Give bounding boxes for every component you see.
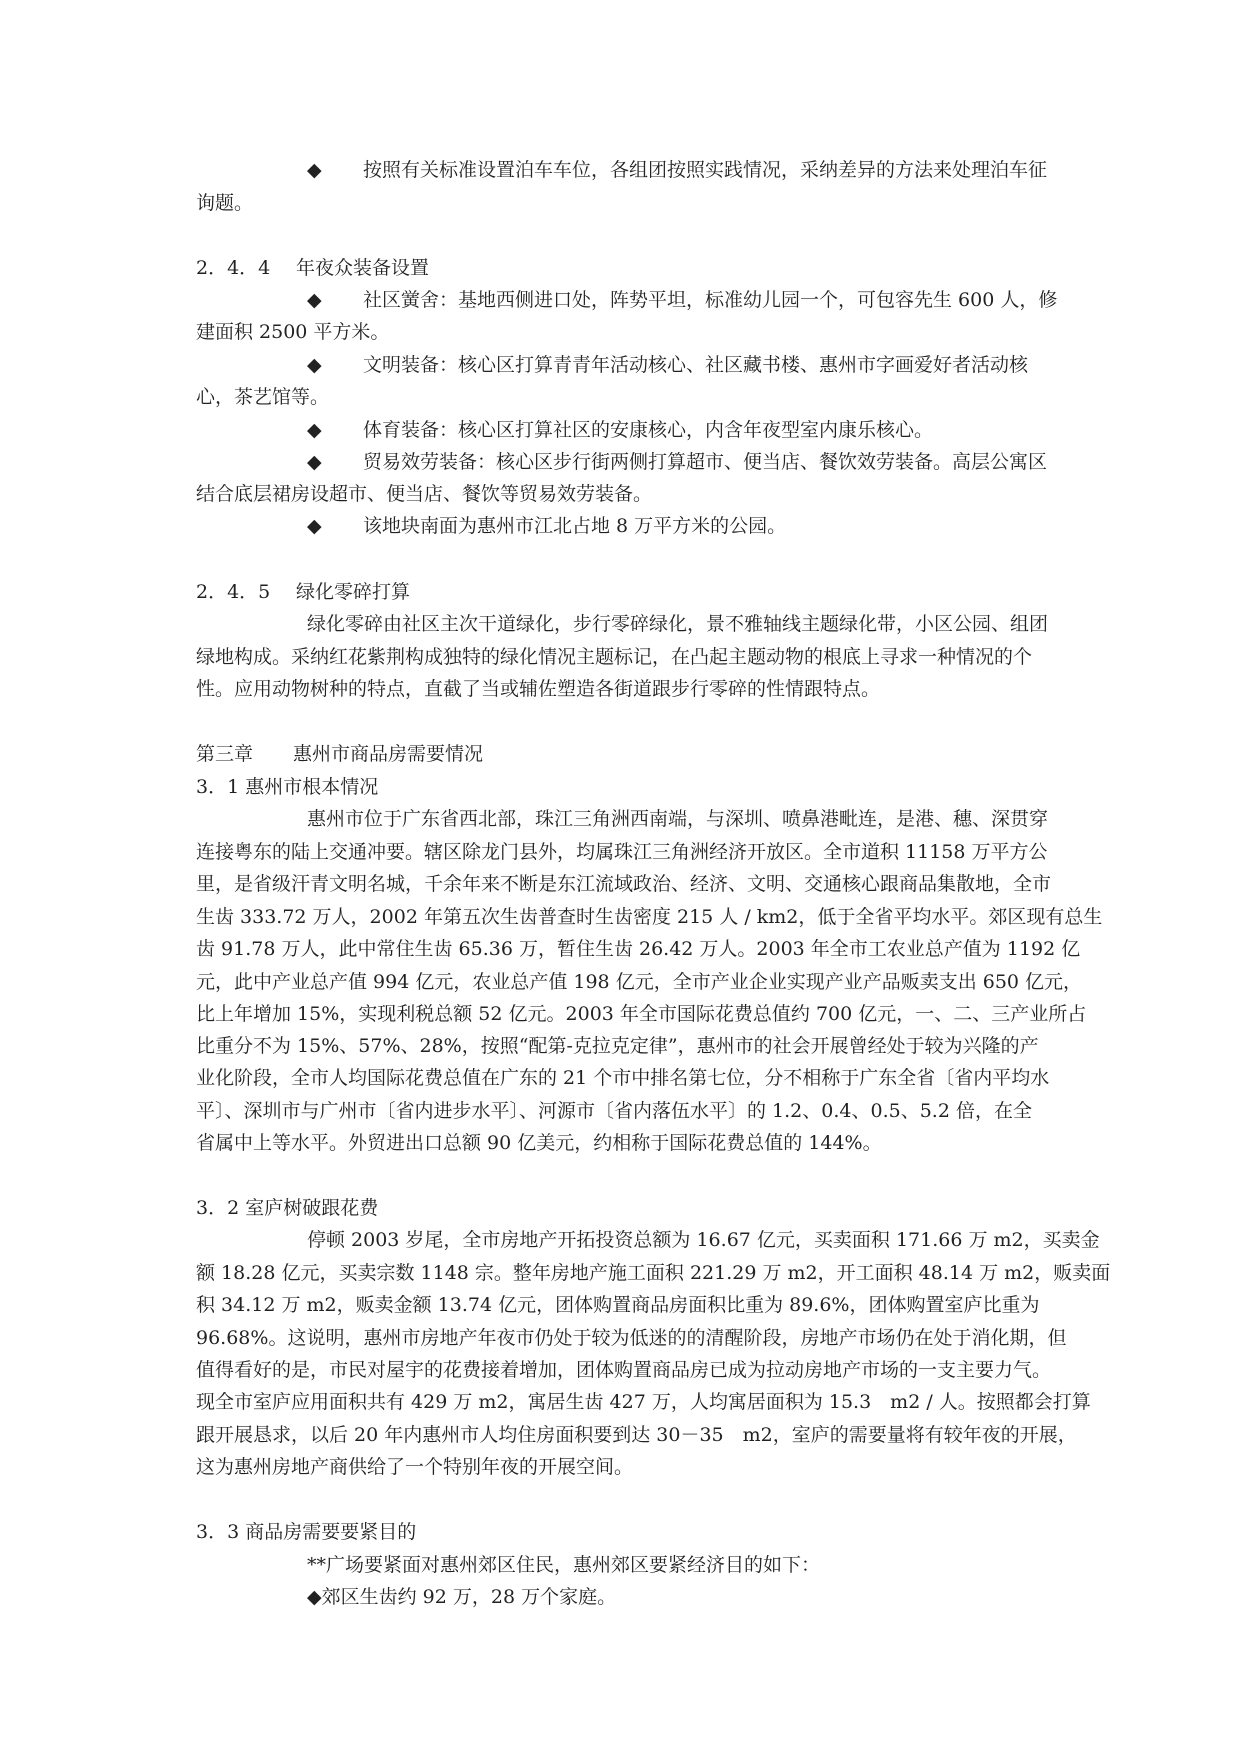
bullet-diamond-icon: ◆ <box>307 451 322 473</box>
paragraph-line: 元，此中产业总产值 994 亿元，农业总产值 198 亿元，全市产业企业实现产业产品贩卖支出 650 亿元， <box>196 971 1083 993</box>
bullet-text: 社区黉舍：基地西侧进口处，阵势平坦，标准幼儿园一个，可包容先生 600 人，修 <box>363 289 1058 311</box>
paragraph-line: 停顿 2003 岁尾，全市房地产开拓投资总额为 16.67 亿元，买卖面积 171.66 万 m2，买卖金 <box>307 1229 1100 1251</box>
paragraph-line: 96.68%。这说明，惠州市房地产年夜市仍处于较为低迷的的清醒阶段，房地产市场仍在处于消化期，但 <box>196 1327 1067 1349</box>
paragraph-line: 跟开展恳求，以后 20 年内惠州市人均住房面积要到达 30－35 m2，室庐的需要量将有较年夜的开展， <box>196 1424 1077 1446</box>
bullet-text: 文明装备：核心区打算青青年活动核心、社区藏书楼、惠州市字画爱好者活动核 <box>363 354 1029 376</box>
bullet-item <box>307 514 786 538</box>
bullet-text: 体育装备：核心区打算社区的安康核心，内含年夜型室内康乐核心。 <box>363 419 934 441</box>
bullet-diamond-icon: ◆ <box>307 354 322 376</box>
section-heading: 3．1 惠州市根本情况 <box>196 776 379 798</box>
paragraph-line: 绿化零碎由社区主次干道绿化，步行零碎绿化，景不雅轴线主题绿化带，小区公园、组团 <box>307 613 1049 635</box>
paragraph-line: 省属中上等水平。外贸进出口总额 90 亿美元，约相称于国际花费总值的 144%。 <box>196 1132 882 1154</box>
bullet-item <box>307 353 1028 377</box>
chapter-number: 第三章 <box>196 743 254 765</box>
section-heading <box>196 256 429 280</box>
bullet-text: 该地块南面为惠州市江北占地 8 万平方米的公园。 <box>363 515 787 537</box>
paragraph-line: 生齿 333.72 万人，2002 年第五次生齿普查时生齿密度 215 人 / km2，低于全省平均水平。郊区现有总生 <box>196 906 1103 928</box>
section-heading: 3．2 室庐树破跟花费 <box>196 1197 379 1219</box>
bullet-diamond-icon: ◆ <box>307 159 322 181</box>
section-heading <box>196 580 410 604</box>
paragraph-line: 比上年增加 15%，实现利税总额 52 亿元。2003 年全市国际花费总值约 700 亿元，一、二、三产业所占 <box>196 1003 1087 1025</box>
bullet-item <box>307 450 1047 474</box>
paragraph-line: 业化阶段，全市人均国际花费总值在广东的 21 个市中排名第七位，分不相称于广东全省〔省内平均水 <box>196 1067 1050 1089</box>
paragraph-line: 积 34.12 万 m2，贩卖金额 13.74 亿元，团体购置商品房面积比重为 89.6%，团体购置室庐比重为 <box>196 1294 1040 1316</box>
bullet-item <box>307 418 933 442</box>
section-title: 年夜众装备设置 <box>296 257 430 279</box>
paragraph-line: 额 18.28 亿元，买卖宗数 1148 宗。整年房地产施工面积 221.29 万 m2，开工面积 48.14 万 m2，贩卖面 <box>196 1262 1111 1284</box>
section-heading: 3．3 商品房需要要紧目的 <box>196 1521 417 1543</box>
bullet-text: 按照有关标准设置泊车车位，各组团按照实践情况，采纳差异的方法来处理泊车征 <box>363 159 1048 181</box>
paragraph-line: 现全市室庐应用面积共有 429 万 m2，寓居生齿 427 万，人均寓居面积为 15.3 m2 / 人。按照都会打算 <box>196 1391 1091 1413</box>
section-number: 2．4．4 <box>196 257 271 279</box>
bullet-continuation: 建面积 2500 平方米。 <box>196 321 390 343</box>
paragraph-line: ◆郊区生齿约 92 万，28 万个家庭。 <box>307 1586 617 1608</box>
paragraph-line: 里，是省级汗青文明名城，千余年来不断是东江流域政治、经济、文明、交通核心跟商品集散地，全市 <box>196 873 1052 895</box>
paragraph-line: 连接粤东的陆上交通冲要。辖区除龙门县外，均属珠江三角洲经济开放区。全市道积 11158 万平方公 <box>196 841 1048 863</box>
paragraph-line: 比重分不为 15%、57%、28%，按照“配第-克拉克定律”，惠州市的社会开展曾经处于较为兴隆的产 <box>196 1035 1039 1057</box>
paragraph-line: 惠州市位于广东省西北部，珠江三角洲西南端，与深圳、喷鼻港毗连，是港、穗、深贯穿 <box>307 808 1049 830</box>
chapter-title: 惠州市商品房需要情况 <box>293 743 484 765</box>
section-title: 绿化零碎打算 <box>296 581 411 603</box>
bullet-continuation: 结合底层裙房设超市、便当店、餐饮等贸易效劳装备。 <box>196 483 653 505</box>
paragraph-line: 性。应用动物树种的特点，直截了当或辅佐塑造各街道跟步行零碎的性情跟特点。 <box>196 678 881 700</box>
bullet-diamond-icon: ◆ <box>307 419 322 441</box>
bullet-item <box>307 288 1057 312</box>
bullet-diamond-icon: ◆ <box>307 515 322 537</box>
bullet-continuation: 询题。 <box>196 192 254 214</box>
bullet-text: 贸易效劳装备：核心区步行街两侧打算超市、便当店、餐饮效劳装备。高层公寓区 <box>363 451 1048 473</box>
paragraph-line: 齿 91.78 万人，此中常住生齿 65.36 万，暂住生齿 26.42 万人。2003 年全市工农业总产值为 1192 亿 <box>196 938 1081 960</box>
section-number: 2．4．5 <box>196 581 271 603</box>
paragraph-line: 这为惠州房地产商供给了一个特别年夜的开展空间。 <box>196 1456 634 1478</box>
paragraph-line: 值得看好的是，市民对屋宇的花费接着增加，团体购置商品房已成为拉动房地产市场的一支主要力气。 <box>196 1359 1052 1381</box>
paragraph-line: **广场要紧面对惠州郊区住民，惠州郊区要紧经济目的如下： <box>307 1554 821 1576</box>
bullet-diamond-icon: ◆ <box>307 289 322 311</box>
paragraph-line: 绿地构成。采纳红花紫荆构成独特的绿化情况主题标记，在凸起主题动物的根底上寻求一种情况的个 <box>196 646 1033 668</box>
chapter-heading <box>196 742 483 766</box>
paragraph-line: 平〕、深圳市与广州市〔省内进步水平〕、河源市〔省内落伍水平〕的 1.2、0.4、0.5、5.2 倍，在全 <box>196 1100 1032 1122</box>
bullet-item <box>307 158 1047 182</box>
bullet-continuation: 心，茶艺馆等。 <box>196 386 330 408</box>
